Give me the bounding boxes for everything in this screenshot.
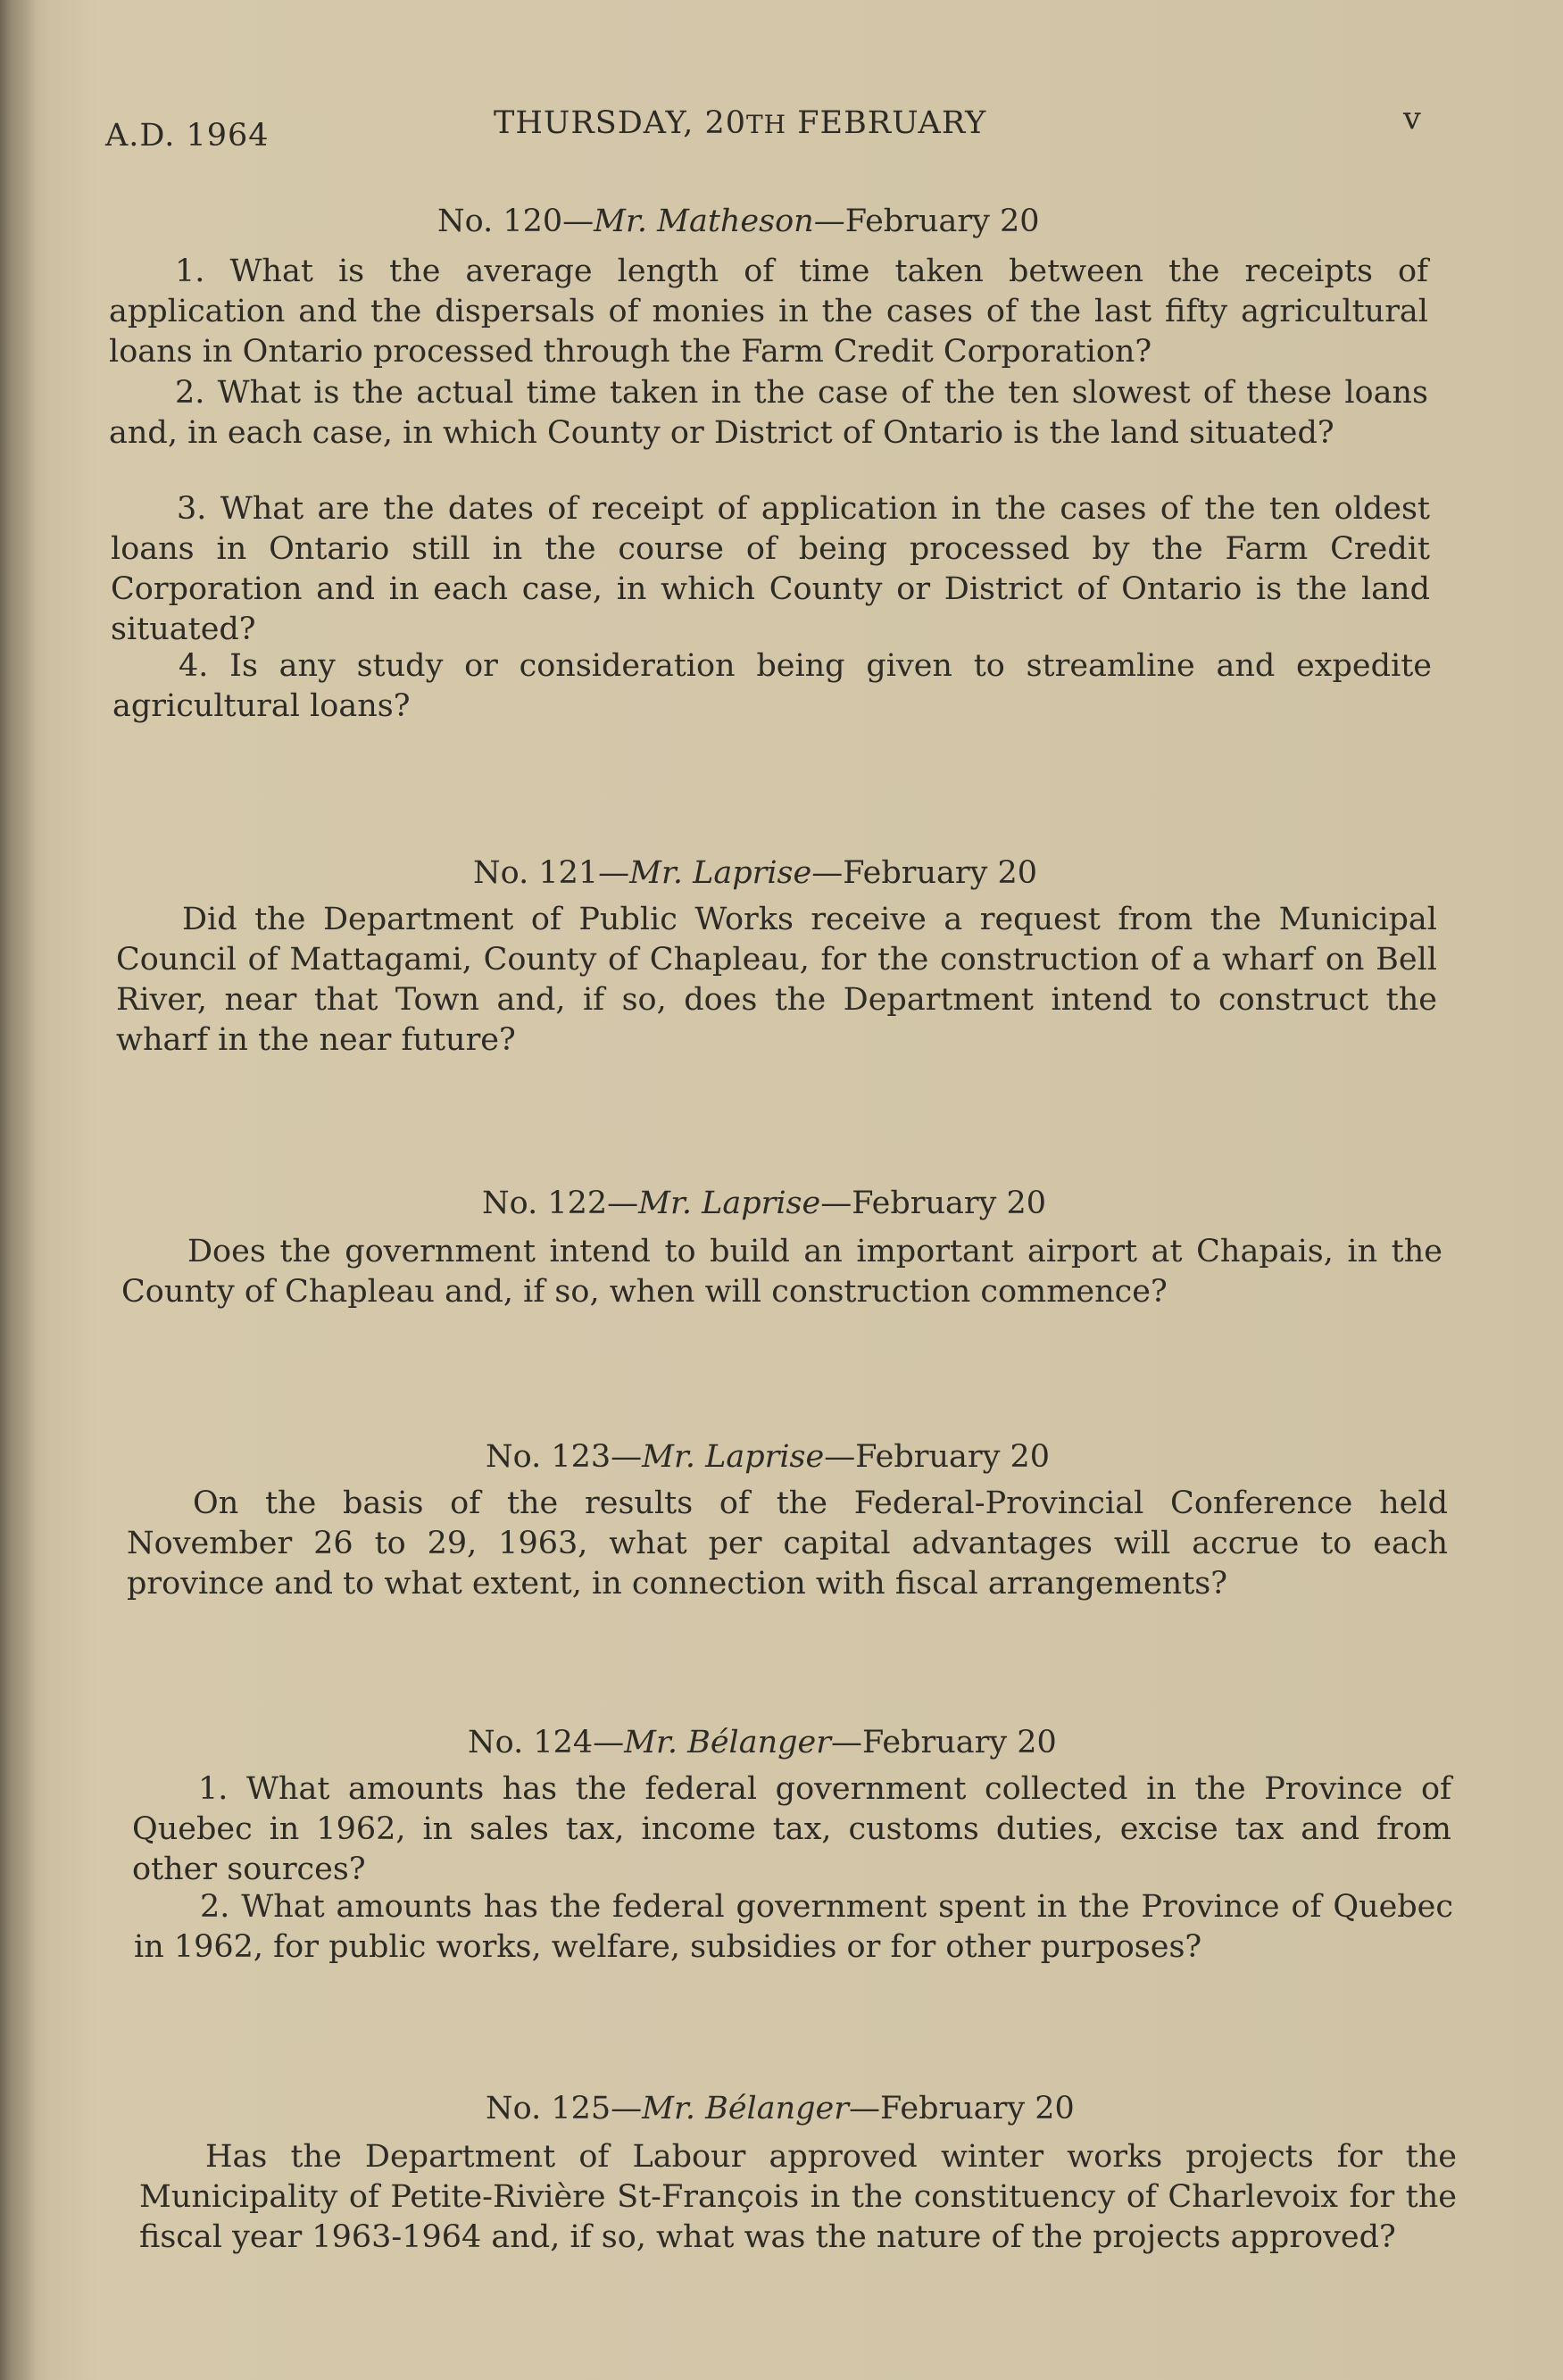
question-125-text: Has the Department of Labour approved winter works projects for the Municipality of Petite-Rivière St-François in the constituency of Charlevoix for the fiscal year 1963-1964 and, if so, what was the nature of the projects approved? <box>139 2139 1457 2255</box>
question-120-part-3: 3. What are the dates of receipt of application in the cases of the ten oldest loans in Ontario still in the course of being processed by the Farm Credit Corporation and in each case, in which County or District of Ontario is the land situated? <box>111 491 1430 647</box>
question-122-text: Does the government intend to build an important airport at Chapais, in the County of Chapleau and, if so, when will construction commence? <box>121 1234 1442 1310</box>
question-124-part-1: 1. What amounts has the federal government collected in the Province of Quebec in 1962, in sales tax, income tax, customs duties, excise tax and from other sources? <box>132 1771 1451 1887</box>
question-120-part-1: 1. What is the average length of time taken between the receipts of application and the dispersals of monies in the cases of the last fifty agricultural loans in Ontario processed through the Farm Credit Corporation? <box>109 254 1428 370</box>
page-header <box>0 98 1563 161</box>
question-120-part-2: 2. What is the actual time taken in the case of the ten slowest of these loans and, in each case, in which County or District of Ontario is the land situated? <box>109 375 1428 451</box>
book-spine-shadow <box>0 0 36 2380</box>
question-123-title: No. 123—Mr. Laprise—February 20 <box>486 1439 1051 1475</box>
question-120-part-4: 4. Is any study or consideration being given to streamline and expedite agricultural loans? <box>112 648 1432 724</box>
page-number: v <box>1403 101 1422 137</box>
question-121-title: No. 121—Mr. Laprise—February 20 <box>473 855 1038 891</box>
question-122-title: No. 122—Mr. Laprise—February 20 <box>482 1186 1047 1221</box>
header-date: THURSDAY, 20TH FEBRUARY <box>494 105 987 141</box>
header-year: A.D. 1964 <box>105 118 270 154</box>
question-120-title: No. 120—Mr. Matheson—February 20 <box>437 204 1040 239</box>
question-121-text: Did the Department of Public Works receive a request from the Municipal Council of Mattagami, County of Chapleau, for the construction of a wharf on Bell River, near that Town and, if so, does the Department intend to construct the wharf in the near future? <box>116 902 1437 1058</box>
question-125-title: No. 125—Mr. Bélanger—February 20 <box>486 2091 1075 2126</box>
question-124-part-2: 2. What amounts has the federal government spent in the Province of Quebec in 1962, for public works, welfare, subsidies or for other purposes? <box>134 1889 1453 1965</box>
question-123-text: On the basis of the results of the Federal-Provincial Conference held November 26 to 29, 1963, what per capital advantages will accrue to each province and to what extent, in connection with fiscal arrangements? <box>127 1485 1448 1602</box>
question-124-title: No. 124—Mr. Bélanger—February 20 <box>468 1725 1057 1760</box>
